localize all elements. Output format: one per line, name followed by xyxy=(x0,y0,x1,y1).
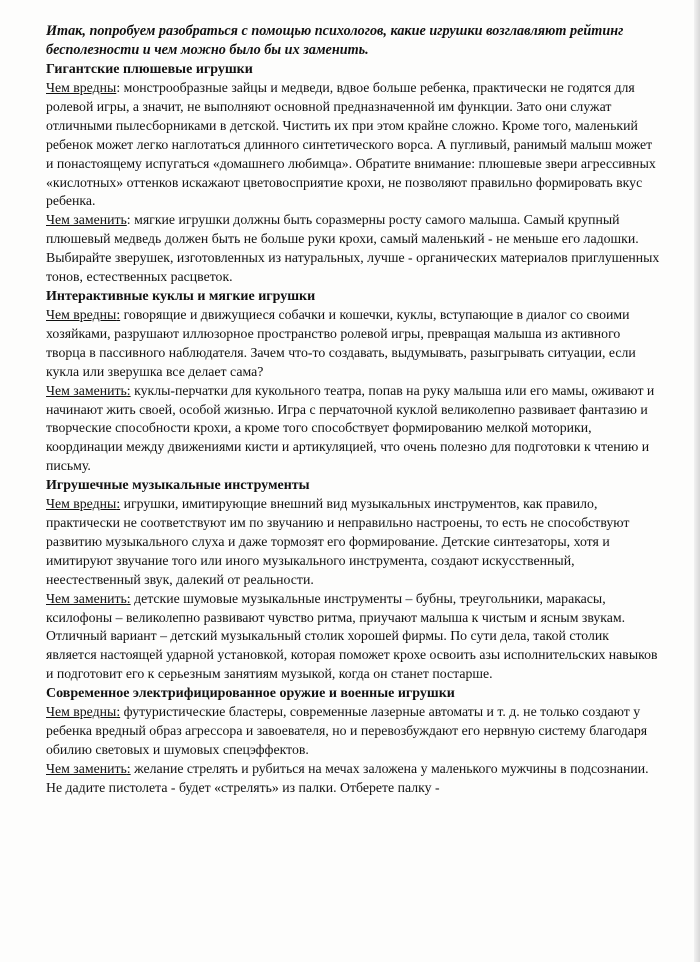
section-giant-plush xyxy=(46,60,660,287)
replace-text: куклы-перчатки для кукольного театра, попав на руку малыша или его мамы, оживают и начинают жить своей, особой жизнью. Игра с перчаточной куклой великолепно развивает фантазию и творческие способности крохи, а кроме того способствует формированию мелкой моторики, координации между движениями кисти и артикуляцией, что очень полезно для подготовки к чтению и письму. xyxy=(46,382,655,474)
replace-text: желание стрелять и рубиться на мечах заложена у маленького мужчины в подсознании. Не дадите пистолета - будет «стрелять» из палки. Отберете палку - xyxy=(46,760,649,795)
harm-paragraph xyxy=(46,306,660,382)
harm-paragraph xyxy=(46,703,660,760)
harm-label xyxy=(46,307,120,322)
replace-paragraph xyxy=(46,211,660,287)
harm-label xyxy=(46,496,120,511)
replace-label-text: Чем заменить xyxy=(46,760,127,776)
section-heading: Интерактивные куклы и мягкие игрушки xyxy=(46,288,316,304)
harm-separator: : xyxy=(116,496,121,512)
harm-text: игрушки, имитирующие внешний вид музыкальных инструментов, как правило, практически не соответствуют им по звучанию и неправильно настроены, то есть не способствуют развитию музыкального слуха и даже тормозят его формирование. Детские синтезаторы, хотя и имитируют звучание того или иного музыкального инструмента, создают искусственный, неестественный звук, далекий от реальности. xyxy=(46,496,630,587)
replace-separator: : xyxy=(126,382,131,398)
replace-separator: : xyxy=(126,760,131,776)
section-heading: Гигантские плюшевые игрушки xyxy=(46,62,253,77)
replace-label-text: Чем заменить xyxy=(46,382,127,398)
harm-label-text: Чем вредны xyxy=(46,306,117,322)
harm-label: Чем вредны xyxy=(46,80,117,95)
replace-separator: : xyxy=(126,212,131,228)
harm-separator: : xyxy=(116,704,121,720)
replace-paragraph xyxy=(46,760,660,798)
replace-text: детские шумовые музыкальные инструменты – бубны, треугольники, маракасы, ксилофоны – великолепно развивают чувство ритма, приучают малыша к чистым и ясным звукам. Отличный вариант – детский музыкальный столик хорошей фирмы. По сути дела, такой столик является настоящей ударной установкой, которая поможет крохе освоить азы исполнительских навыков и подготовит его к серьезным занятиям музыкой, когда он станет постарше. xyxy=(46,590,658,682)
harm-paragraph xyxy=(46,79,660,211)
replace-label xyxy=(46,761,131,776)
replace-paragraph xyxy=(46,382,660,477)
harm-separator: : xyxy=(116,80,121,95)
harm-text: монстрообразные зайцы и медведи, вдвое больше ребенка, практически не годятся для ролевой игры, а значит, не выполняют основной предназначенной им функции. Зато они служат отличными пылесборниками в детской. Чистить их при этом крайне сложно. Кроме того, маленький ребенок может легко наглотаться длинного синтетического ворса. А пугливый, ранимый малыш может и понастоящему испугаться «домашнего любимца». Обратите внимание: плюшевые звери агрессивных «кислотных» оттенков искажают цветовосприятие крохи, не позволяют правильно формировать вкус ребенка. xyxy=(46,80,656,209)
harm-label xyxy=(46,704,120,719)
harm-label-text: Чем вредны xyxy=(46,496,117,512)
harm-text: футуристические бластеры, современные лазерные автоматы и т. д. не только создают у ребенка вредный образ агрессора и завоевателя, но и перевозбуждают его нервную систему благодаря обилию световых и шумовых спецэффектов. xyxy=(46,704,648,757)
section-heading: Современное электрифицированное оружие и военные игрушки xyxy=(46,686,455,702)
replace-label-text: Чем заменить xyxy=(46,590,127,606)
harm-separator: : xyxy=(116,306,121,322)
replace-separator: : xyxy=(126,590,131,606)
replace-paragraph xyxy=(46,590,660,685)
harm-label-text: Чем вредны xyxy=(46,704,117,720)
harm-paragraph xyxy=(46,495,660,590)
harm-text: говорящие и движущиеся собачки и кошечки, куклы, вступающие в диалог со своими хозяйками, разрушают иллюзорное пространство ролевой игры, превращая малыша из активного творца в пассивного наблюдателя. Зачем что-то создавать, выдумывать, разыгрывать ситуации, если кукла или зверушка все делает сама? xyxy=(46,306,636,379)
replace-label xyxy=(46,383,131,398)
scan-edge-shadow xyxy=(694,0,700,962)
replace-label: Чем заменить xyxy=(46,212,127,228)
section-interactive-dolls xyxy=(46,287,660,476)
replace-text: мягкие игрушки должны быть соразмерны росту самого малыша. Самый крупный плюшевый медведь должен быть не больше руки крохи, самый маленький - не меньше его ладошки. Выбирайте зверушек, изготовленных из натуральных, лучше - органических материалов приглушенных тонов, естественных расцветок. xyxy=(46,212,660,285)
replace-label xyxy=(46,591,131,606)
section-toy-instruments xyxy=(46,476,660,684)
section-electric-weapons xyxy=(46,684,660,798)
section-heading: Игрушечные музыкальные инструменты xyxy=(46,478,310,494)
intro-paragraph: Итак, попробуем разобраться с помощью психологов, какие игрушки возглавляют рейтинг бесполезности и чем можно было бы их заменить. xyxy=(46,23,624,58)
